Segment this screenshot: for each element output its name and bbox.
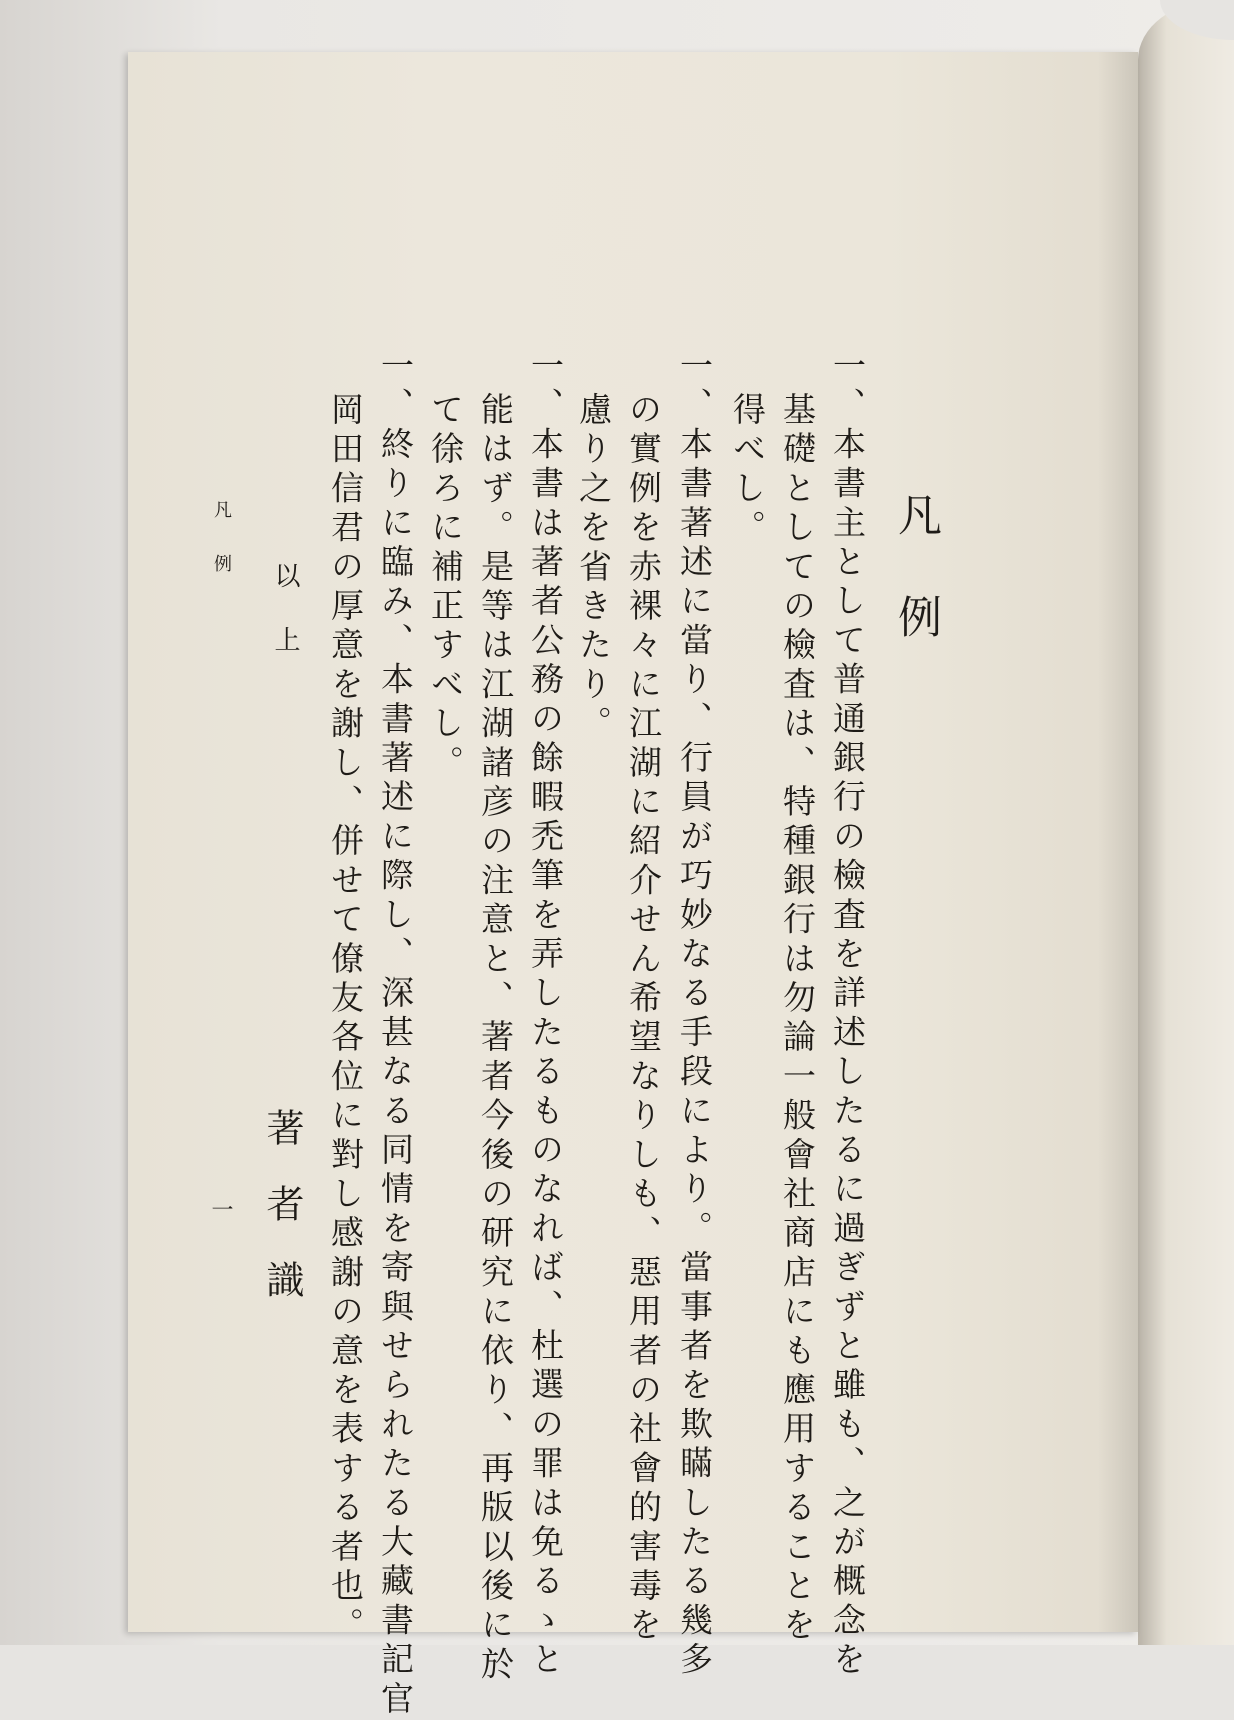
paragraph-3-line-1: 一、本書は著者公務の餘暇禿筆を弄したるものなれば、杜選の罪は免るゝと: [526, 348, 565, 1681]
spine-shadow: [1098, 52, 1138, 1632]
paragraph-4-line-2: 岡田信君の厚意を謝し、併せて僚友各位に對し感謝の意を表する者也。: [326, 392, 365, 1647]
page-title: 凡例: [890, 492, 941, 696]
paragraph-2-line-2: の實例を赤裸々に江湖に紹介せん希望なりしも、惡用者の社會的害毒を: [624, 392, 663, 1647]
paragraph-2-line-3: 慮り之を省きたり。: [574, 392, 613, 745]
paragraph-4-line-1: 一、終りに臨み、本書著述に際し、深甚なる同情を寄與せられたる大藏書記官: [376, 348, 415, 1720]
paragraph-1-line-1: 一、本書主として普通銀行の檢査を詳述したるに過ぎずと雖も、之が概念を: [828, 348, 867, 1681]
author-signature: 著者識: [260, 1108, 304, 1336]
page-number: 一: [208, 1198, 233, 1220]
paragraph-1-line-3: 得べし。: [728, 392, 767, 549]
facing-page-edge: [1138, 0, 1234, 1645]
paragraph-3-line-2: 能はず。是等は江湖諸彦の注意と、著者今後の研究に依り、再版以後に於: [476, 392, 515, 1686]
paragraph-1-line-2: 基礎としての檢査は、特種銀行は勿論一般會社商店にも應用することを: [778, 392, 817, 1647]
paragraph-3-line-3: て徐ろに補正すべし。: [426, 392, 465, 784]
closing-mark: 以上: [270, 562, 300, 690]
running-head: 凡例: [211, 500, 232, 608]
paragraph-2-line-1: 一、本書著述に當り、行員が巧妙なる手段により。當事者を欺瞞したる幾多: [675, 348, 714, 1681]
